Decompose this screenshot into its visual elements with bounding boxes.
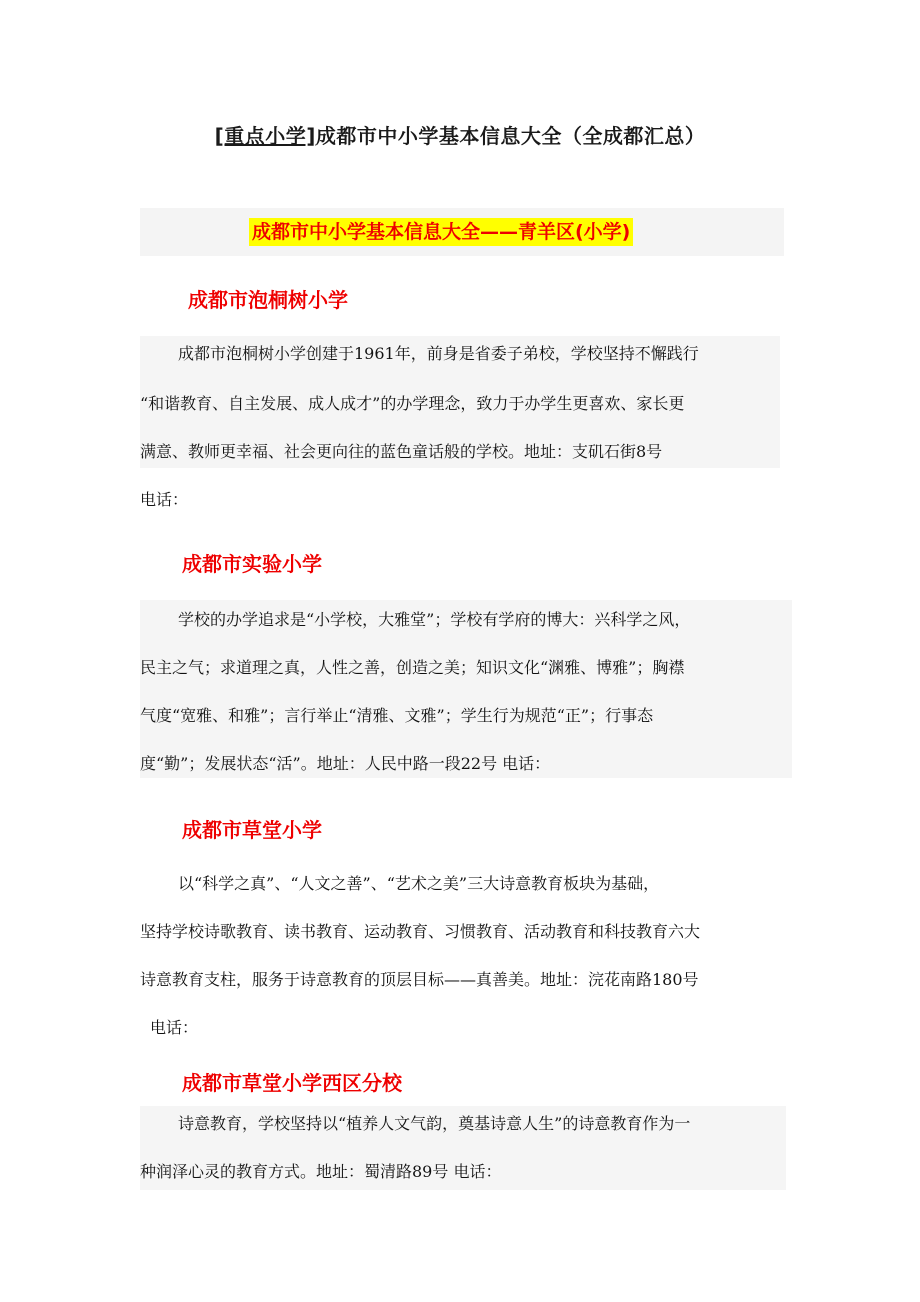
paragraph-line: 度“勤”；发展状态“活”。地址：人民中路一段22号 电话： (140, 754, 551, 773)
paragraph-line: 以“科学之真”、“人文之善”、“艺术之美”三大诗意教育板块为基础， (178, 874, 660, 893)
document-title (0, 120, 920, 149)
paragraph-line: 民主之气；求道理之真，人性之善，创造之美；知识文化“渊雅、博雅”；胸襟 (140, 658, 685, 677)
school-name-caotang: 成都市草堂小学 (182, 818, 322, 842)
paragraph-line: 气度“宽雅、和雅”；言行举止“清雅、文雅”；学生行为规范“正”；行事态 (140, 706, 654, 725)
paragraph-line: 诗意教育支柱，服务于诗意教育的顶层目标——真善美。地址：浣花南路180号 (140, 970, 699, 989)
paragraph-line: 成都市泡桐树小学创建于1961年，前身是省委子弟校，学校坚持不懈践行 (178, 344, 699, 363)
paragraph-line: 种润泽心灵的教育方式。地址：蜀清路89号 电话： (140, 1162, 502, 1181)
document-title-tag: [重点小学] (214, 124, 316, 148)
paragraph-line: 满意、教师更幸福、社会更向往的蓝色童话般的学校。地址：支矶石街8号 (140, 442, 663, 461)
paragraph-line: 学校的办学追求是“小学校，大雅堂”；学校有学府的博大：兴科学之风， (178, 610, 691, 629)
paragraph-line: “和谐教育、自主发展、成人成才”的办学理念，致力于办学生更喜欢、家长更 (140, 394, 685, 413)
section-heading: 成都市中小学基本信息大全——青羊区(小学) (249, 218, 633, 246)
paragraph-line: 诗意教育，学校坚持以“植养人文气韵，奠基诗意人生”的诗意教育作为一 (178, 1114, 691, 1133)
school-name-caotang-west: 成都市草堂小学西区分校 (182, 1071, 402, 1095)
paragraph-line: 坚持学校诗歌教育、读书教育、运动教育、习惯教育、活动教育和科技教育六大 (140, 922, 701, 941)
paragraph-line: 电话： (150, 1018, 199, 1037)
paragraph-line: 电话： (140, 490, 189, 509)
school-name-shiyan: 成都市实验小学 (182, 552, 322, 576)
document-title-text: 成都市中小学基本信息大全（全成都汇总） (315, 124, 706, 148)
school-name-paotongshu: 成都市泡桐树小学 (188, 288, 348, 312)
